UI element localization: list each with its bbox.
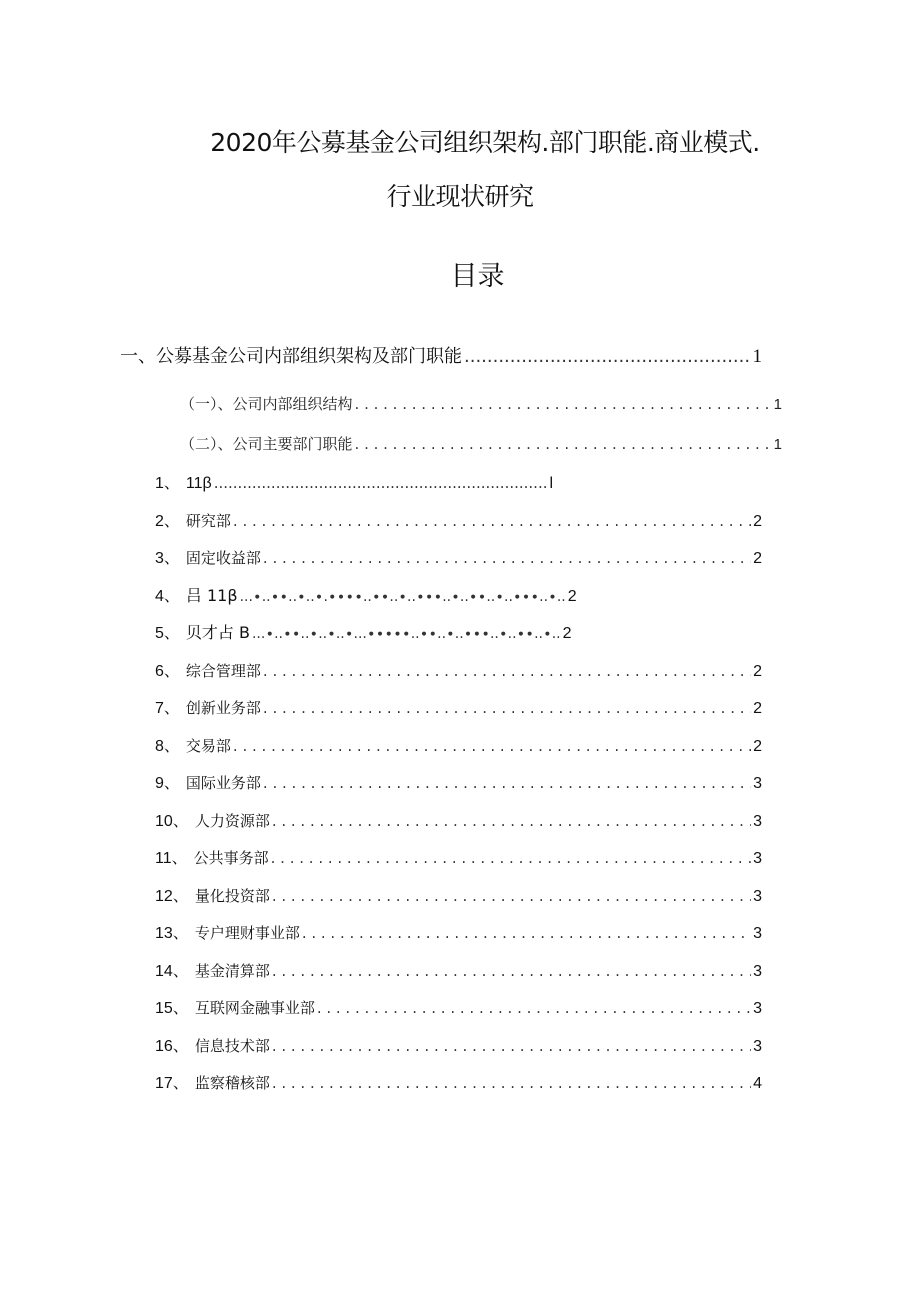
toc-entry-subsection-1[interactable] [180,393,782,417]
toc-entry-item-17[interactable] [155,1070,762,1094]
toc-entry-label: 专户理财事业部 [194,924,300,942]
toc-entry-label: 交易部 [185,737,231,755]
toc-entry-page: 1 [773,436,782,453]
toc-entry-item-3[interactable] [155,545,762,569]
toc-entry-page: 2 [753,700,762,717]
toc-heading: 目录 [450,261,505,292]
toc-entry-number: 7、 [155,700,180,717]
toc-entry-item-8[interactable] [155,733,762,757]
toc-leader-dots [317,999,751,1017]
toc-entry-page: 1 [773,396,782,413]
toc-entry-item-5[interactable] [155,620,762,644]
toc-entry-label: 研究部 [185,512,231,530]
toc-entry-label: 基金清算部 [194,962,270,980]
toc-entry-number: 一、 [120,346,156,366]
toc-leader-dots [233,512,751,530]
toc-leader-dots [271,849,751,867]
toc-entry-number: 5、 [155,625,180,642]
toc-entry-number: 11、 [155,850,188,867]
toc-entry-page: 2 [753,550,762,567]
toc-leader-dots [464,346,751,367]
toc-entry-page: 1 [752,346,762,367]
toc-leader-dots [263,549,751,567]
toc-entry-label: 综合管理部 [185,662,261,680]
toc-entry-label: 创新业务部 [185,699,261,717]
toc-leader-dots [302,924,751,942]
toc-leader-dots [272,962,751,980]
toc-entry-number: 12、 [155,888,189,905]
toc-entry-subsection-2[interactable] [180,433,782,457]
toc-entry-number: 13、 [155,925,189,942]
toc-entry-number: 15、 [155,1000,189,1017]
toc-entry-number: 17、 [155,1075,189,1092]
toc-entry-page: 3 [753,925,762,942]
toc-entry-item-6[interactable] [155,658,762,682]
toc-entry-item-7[interactable] [155,695,762,719]
toc-leader-dots: ...................................................................... [213,474,548,492]
toc-leader-dots: ...∙..∙∙..∙..∙..∙...∙∙∙∙∙..∙∙..∙..∙∙∙..∙..∙∙..∙.. [251,626,561,642]
toc-entry-label: 国际业务部 [185,774,261,792]
toc-entry-number: （一）、 [180,396,233,413]
toc-entry-page: 2 [753,663,762,680]
toc-entry-page: 2 [753,738,762,755]
toc-entry-item-2[interactable] [155,508,762,532]
toc-entry-number: 1、 [155,475,180,492]
toc-leader-dots [233,737,751,755]
toc-entry-number: （二）、 [180,436,233,453]
toc-leader-dots [263,662,751,680]
toc-entry-number: 6、 [155,663,180,680]
toc-entry-item-13[interactable] [155,920,762,944]
toc-entry-page: 3 [753,888,762,905]
toc-entry-page: 3 [753,1000,762,1017]
toc-leader-dots [272,1074,751,1092]
toc-entry-item-14[interactable] [155,958,762,982]
toc-entry-label: 量化投资部 [194,887,270,905]
toc-entry-number: 2、 [155,513,180,530]
toc-entry-page: 2 [567,588,577,605]
toc-entry-item-4[interactable] [155,583,762,607]
toc-entry-label: 固定收益部 [185,549,261,567]
toc-entry-page: 3 [753,1038,762,1055]
toc-leader-dots [263,774,751,792]
toc-entry-page: 2 [562,625,572,642]
toc-leader-dots [272,812,751,830]
toc-leader-dots [355,395,772,413]
toc-entry-number: 4、 [155,588,180,605]
toc-entry-label: 贝才占 B [185,623,250,642]
toc-entry-page: 3 [753,775,762,792]
toc-entry-label: 公共事务部 [193,849,269,867]
toc-entry-item-16[interactable] [155,1033,762,1057]
toc-entry-label: 公司内部组织结构 [232,395,353,413]
toc-entry-label: 信息技术部 [194,1037,270,1055]
document-title-line-1: 2020年公募基金公司组织架构.部门职能.商业模式. [210,128,760,157]
toc-entry-page: 3 [753,850,762,867]
toc-entry-page: 2 [753,513,762,530]
toc-entry-number: 9、 [155,775,180,792]
toc-entry-number: 14、 [155,963,189,980]
toc-leader-dots [272,1037,751,1055]
toc-leader-dots: ...∙..∙∙..∙..∙.∙∙∙∙..∙∙..∙..∙∙∙..∙..∙∙..∙..∙∙∙..∙.. [239,589,566,605]
toc-entry-label: 吕 11β [185,586,238,605]
toc-leader-dots [272,887,751,905]
toc-entry-number: 10、 [155,813,189,830]
toc-entry-section-1[interactable] [120,342,762,366]
toc-entry-item-1[interactable] [155,470,762,494]
toc-entry-label: 互联网金融事业部 [194,999,315,1017]
toc-entry-page: l [549,475,554,492]
toc-entry-label: 人力资源部 [194,812,270,830]
toc-entry-item-12[interactable] [155,883,762,907]
toc-entry-label: 公募基金公司内部组织架构及部门职能 [156,346,462,367]
toc-entry-item-10[interactable] [155,808,762,832]
toc-leader-dots [263,699,751,717]
toc-entry-label: 监察稽核部 [194,1074,270,1092]
toc-entry-number: 3、 [155,550,180,567]
toc-leader-dots [355,435,772,453]
toc-entry-page: 3 [753,963,762,980]
toc-entry-label: 公司主要部门职能 [232,435,353,453]
toc-entry-page: 4 [753,1075,762,1092]
toc-entry-item-9[interactable] [155,770,762,794]
document-title-line-2: 行业现状研究 [386,182,534,211]
toc-entry-item-15[interactable] [155,995,762,1019]
toc-entry-label: 11β [185,475,212,492]
toc-entry-number: 8、 [155,738,180,755]
toc-entry-item-11[interactable] [155,845,762,869]
toc-entry-number: 16、 [155,1038,189,1055]
toc-entry-page: 3 [753,813,762,830]
